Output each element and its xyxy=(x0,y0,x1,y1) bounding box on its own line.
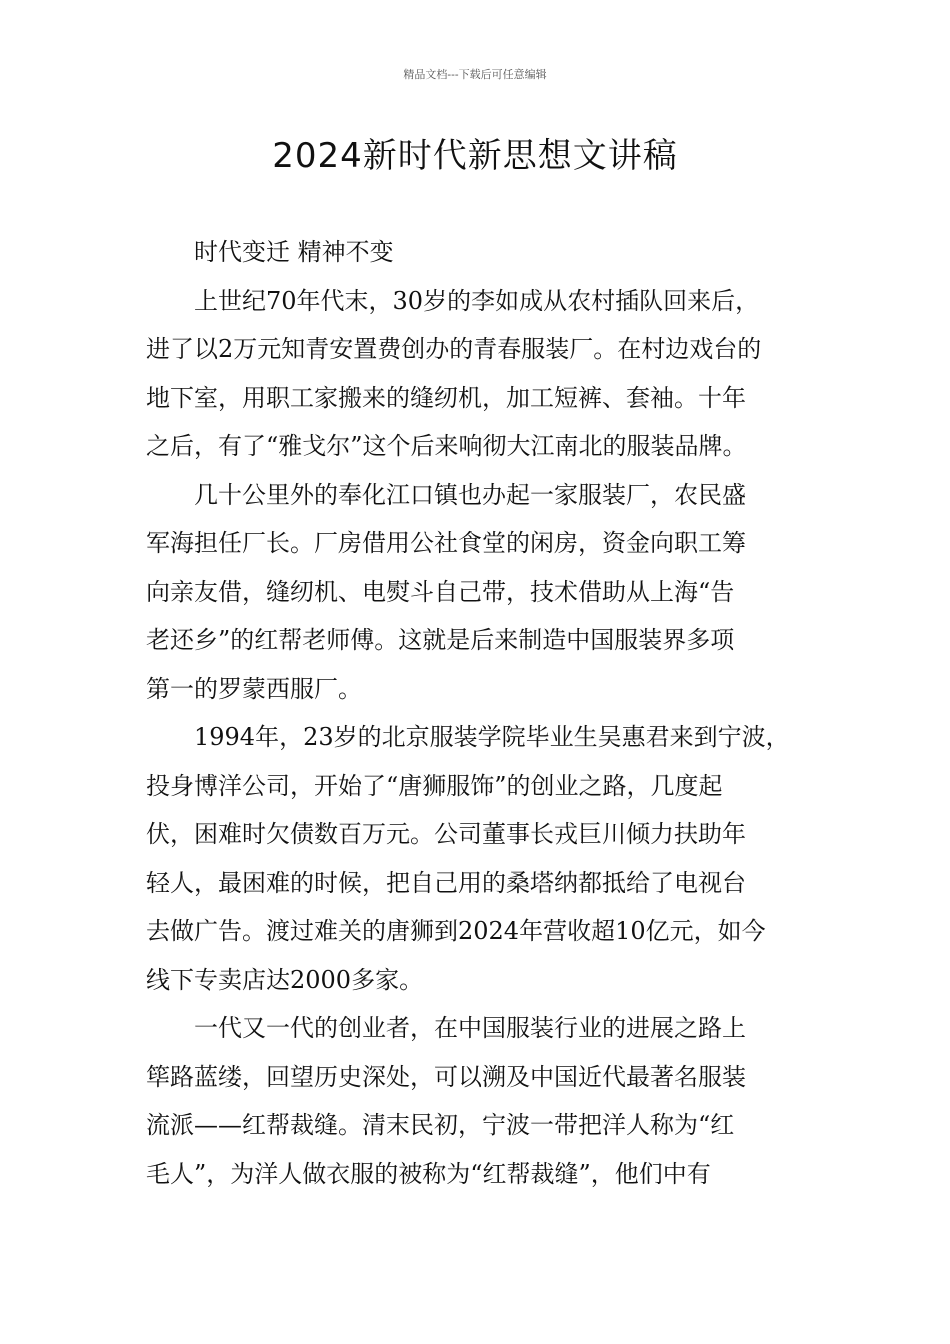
text-line: 一代又一代的创业者，在中国服装行业的进展之路上 xyxy=(194,1014,746,1042)
page-title: 2024新时代新思想文讲稿 xyxy=(272,136,678,176)
text-line: 进了以2万元知青安置费创办的青春服装厂。在村边戏台的 xyxy=(146,335,762,363)
text-line: 军海担任厂长。厂房借用公社食堂的闲房，资金向职工筹 xyxy=(146,529,746,557)
document-body xyxy=(146,228,812,1198)
text-line: 之后，有了“雅戈尔”这个后来响彻大江南北的服装品牌。 xyxy=(146,432,747,460)
text-line: 第一的罗蒙西服厂。 xyxy=(146,674,362,703)
text-line: 去做广告。渡过难关的唐狮到2024年营收超10亿元，如今 xyxy=(146,917,766,945)
text-line: 时代变迁 精神不变 xyxy=(194,238,394,266)
text-line: 地下室，用职工家搬来的缝纫机，加工短裤、套袖。十年 xyxy=(146,383,746,412)
text-line: 轻人，最困难的时候，把自己用的桑塔纳都抵给了电视台 xyxy=(146,868,746,897)
header-note: 精品文档---下载后可任意编辑 xyxy=(403,68,547,81)
text-line: 上世纪70年代末，30岁的李如成从农村插队回来后， xyxy=(194,286,760,315)
text-line: 老还乡”的红帮老师傅。这就是后来制造中国服装界多项 xyxy=(146,626,735,654)
text-line: 线下专卖店达2000多家。 xyxy=(146,965,424,994)
text-line: 毛人”，为洋人做衣服的被称为“红帮裁缝”，他们中有 xyxy=(146,1159,711,1188)
text-line: 投身博洋公司，开始了“唐狮服饰”的创业之路，几度起 xyxy=(146,771,723,800)
text-line: 伏，困难时欠债数百万元。公司董事长戎巨川倾力扶助年 xyxy=(146,820,746,848)
text-line: 几十公里外的奉化江口镇也办起一家服装厂，农民盛 xyxy=(194,480,746,509)
text-line: 流派——红帮裁缝。清末民初，宁波一带把洋人称为“红 xyxy=(146,1111,735,1139)
text-line: 向亲友借，缝纫机、电熨斗自己带，技术借助从上海“告 xyxy=(146,577,735,606)
text-line: 筚路蓝缕，回望历史深处，可以溯及中国近代最著名服装 xyxy=(146,1062,746,1091)
text-line: 1994年，23岁的北京服装学院毕业生吴惠君来到宁波， xyxy=(194,723,790,751)
